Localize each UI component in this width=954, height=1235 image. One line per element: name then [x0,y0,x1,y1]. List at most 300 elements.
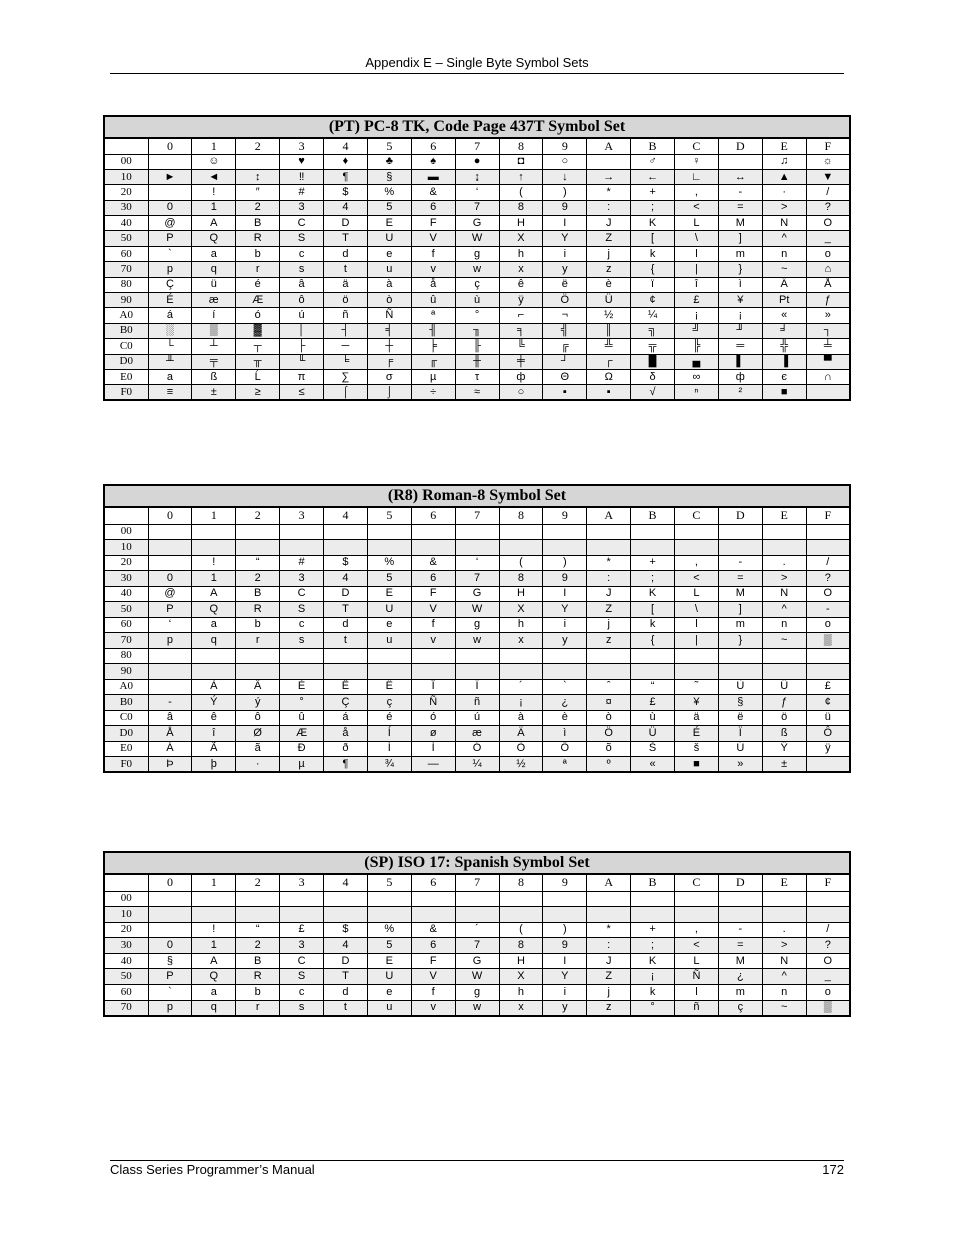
table-row [104,369,850,384]
symbol-cell: [ [631,602,675,618]
symbol-set-table-pc8tk [103,115,851,401]
column-header: 4 [324,138,368,154]
symbol-cell [631,907,675,923]
symbol-cell: @ [148,216,192,231]
symbol-cell: § [148,953,192,969]
symbol-cell: µ [411,369,455,384]
symbol-cell: Y [543,231,587,246]
symbol-cell: å [324,726,368,742]
symbol-cell: 2 [236,200,280,215]
symbol-cell: ♂ [631,154,675,169]
symbol-cell: ♥ [280,154,324,169]
symbol-cell: D [324,953,368,969]
symbol-cell: ╧ [806,339,850,354]
symbol-cell: , [675,185,719,200]
symbol-cell [675,524,719,540]
symbol-cell: Y [543,969,587,985]
symbol-cell: Î [411,679,455,695]
symbol-cell: ÿ [499,293,543,308]
symbol-cell: Æ [280,726,324,742]
symbol-cell: Ø [236,726,280,742]
symbol-cell: 9 [543,938,587,954]
symbol-cell: ╫ [455,354,499,369]
symbol-cell [806,648,850,664]
symbol-cell [280,907,324,923]
symbol-cell: E [367,586,411,602]
symbol-cell: ` [148,246,192,261]
symbol-cell: a [192,246,236,261]
table-row [104,710,850,726]
symbol-cell: q [192,262,236,277]
symbol-cell: Ý [192,695,236,711]
symbol-cell: ÿ [806,741,850,757]
symbol-cell: є [762,369,806,384]
symbol-cell: ≈ [455,385,499,400]
row-header: B0 [104,323,148,338]
symbol-cell: á [148,308,192,323]
symbol-cell: ß [192,369,236,384]
symbol-cell: g [455,617,499,633]
symbol-cell [675,648,719,664]
symbol-cell [236,540,280,556]
symbol-cell: E [367,216,411,231]
row-header: 20 [104,922,148,938]
symbol-cell: : [587,938,631,954]
symbol-cell: £ [675,293,719,308]
symbol-cell [455,524,499,540]
symbol-cell: X [499,969,543,985]
symbol-cell: ‘ [455,555,499,571]
symbol-cell [806,524,850,540]
table-row [104,726,850,742]
row-header: 60 [104,985,148,1001]
symbol-cell: É [148,293,192,308]
symbol-cell [148,891,192,907]
table-row [104,633,850,649]
symbol-cell: 8 [499,200,543,215]
symbol-cell: ∞ [675,369,719,384]
symbol-cell: $ [324,185,368,200]
symbol-cell [806,385,850,400]
table-row [104,617,850,633]
symbol-cell: j [587,617,631,633]
column-header: 9 [543,138,587,154]
symbol-cell: ƒ [762,695,806,711]
symbol-cell: H [499,216,543,231]
symbol-cell: ╩ [587,339,631,354]
symbol-cell: £ [631,695,675,711]
table-title: (PT) PC-8 TK, Code Page 437T Symbol Set [104,116,850,138]
symbol-cell: ≤ [280,385,324,400]
symbol-cell: > [762,938,806,954]
symbol-cell: Y [543,602,587,618]
symbol-cell: ♫ [762,154,806,169]
symbol-cell: _ [806,969,850,985]
symbol-cell: ╬ [762,339,806,354]
symbol-cell [762,664,806,680]
symbol-cell: Ï [455,679,499,695]
symbol-cell [718,648,762,664]
row-header: 00 [104,154,148,169]
symbol-cell: o [806,985,850,1001]
symbol-cell: i [543,985,587,1001]
symbol-cell: : [587,571,631,587]
row-header: 40 [104,216,148,231]
table-row [104,741,850,757]
symbol-cell: ● [455,154,499,169]
symbol-cell: ¶ [324,757,368,773]
row-header: 80 [104,277,148,292]
column-header: 2 [236,507,280,524]
symbol-cell: ▪ [543,385,587,400]
symbol-cell: ┐ [806,323,850,338]
manual-title: Class Series Programmer’s Manual [110,1162,315,1177]
symbol-cell: ´ [455,922,499,938]
table-row [104,185,850,200]
symbol-cell: W [455,969,499,985]
column-header: 7 [455,507,499,524]
symbol-cell: C [280,953,324,969]
column-header: 1 [192,507,236,524]
symbol-cell: ├ [280,339,324,354]
symbol-cell: ˜ [675,679,719,695]
symbol-cell: q [192,1000,236,1016]
symbol-cell: š [675,741,719,757]
symbol-cell: a [192,985,236,1001]
symbol-cell: n [762,617,806,633]
symbol-cell: σ [367,369,411,384]
symbol-cell: ″ [236,185,280,200]
symbol-cell: ⁿ [675,385,719,400]
table-row [104,757,850,773]
symbol-cell: τ [455,369,499,384]
symbol-cell: Ê [324,679,368,695]
column-header: 8 [499,507,543,524]
symbol-cell: f [411,617,455,633]
column-header: 0 [148,138,192,154]
symbol-cell: ┬ [236,339,280,354]
symbol-cell: y [543,1000,587,1016]
symbol-cell: R [236,969,280,985]
symbol-cell: ` [148,985,192,1001]
symbol-cell: ∑ [324,369,368,384]
symbol-cell: B [236,216,280,231]
symbol-cell: Ω [587,369,631,384]
symbol-cell: C [280,216,324,231]
column-header: 9 [543,507,587,524]
column-header: C [675,874,719,891]
column-header: B [631,507,675,524]
column-header: 8 [499,138,543,154]
symbol-cell: c [280,985,324,1001]
symbol-cell: Ĺ [236,369,280,384]
symbol-cell: f [411,985,455,1001]
symbol-cell: - [718,922,762,938]
symbol-cell: ~ [762,633,806,649]
symbol-cell: # [280,185,324,200]
row-header: 50 [104,969,148,985]
symbol-cell [367,524,411,540]
symbol-cell: v [411,1000,455,1016]
symbol-cell: 2 [236,571,280,587]
symbol-cell: Z [587,969,631,985]
symbol-cell: ½ [499,757,543,773]
symbol-cell: o [806,617,850,633]
symbol-cell: ‘ [148,617,192,633]
symbol-cell: ▄ [675,354,719,369]
symbol-cell: ; [631,571,675,587]
symbol-cell: 6 [411,200,455,215]
table-row [104,555,850,571]
symbol-cell: Q [192,602,236,618]
symbol-cell: t [324,633,368,649]
symbol-cell: ░ [148,323,192,338]
symbol-cell [324,540,368,556]
symbol-cell: V [411,602,455,618]
column-header: 3 [280,874,324,891]
row-header: 40 [104,586,148,602]
symbol-cell: D [324,586,368,602]
symbol-cell: ▌ [718,354,762,369]
symbol-cell: O [806,586,850,602]
symbol-cell: ñ [324,308,368,323]
symbol-cell: Æ [236,293,280,308]
symbol-cell: + [631,185,675,200]
table-row [104,985,850,1001]
row-header: B0 [104,695,148,711]
column-header: 5 [367,874,411,891]
symbol-cell: _ [806,231,850,246]
row-header: 90 [104,664,148,680]
symbol-cell: └ [148,339,192,354]
symbol-cell: ♀ [675,154,719,169]
symbol-cell: ± [762,757,806,773]
symbol-cell: O [806,953,850,969]
symbol-cell: ► [148,169,192,184]
symbol-cell: ² [718,385,762,400]
symbol-cell: # [280,555,324,571]
symbol-cell: Ç [324,695,368,711]
symbol-cell: Ó [455,741,499,757]
symbol-cell [280,891,324,907]
symbol-cell: Ñ [411,695,455,711]
symbol-cell: ^ [762,231,806,246]
symbol-cell: P [148,969,192,985]
symbol-cell: r [236,262,280,277]
symbol-cell [587,648,631,664]
column-header: D [718,138,762,154]
table-row [104,571,850,587]
symbol-cell [455,891,499,907]
symbol-cell: 3 [280,938,324,954]
symbol-cell [192,664,236,680]
row-header: 30 [104,571,148,587]
symbol-cell: ║ [587,323,631,338]
symbol-cell: ô [236,710,280,726]
symbol-cell: j [587,246,631,261]
symbol-cell [411,891,455,907]
symbol-cell: Å [806,277,850,292]
symbol-cell: 0 [148,200,192,215]
symbol-cell [367,907,411,923]
symbol-cell: ≡ [148,385,192,400]
symbol-cell: ¡ [631,969,675,985]
symbol-cell: x [499,633,543,649]
symbol-cell: █ [631,354,675,369]
symbol-cell: x [499,262,543,277]
symbol-cell: ╗ [631,323,675,338]
header-divider [110,73,844,74]
symbol-cell [718,524,762,540]
symbol-cell: ) [543,555,587,571]
symbol-cell: ↔ [718,169,762,184]
symbol-cell: Ò [499,741,543,757]
table-row [104,938,850,954]
symbol-cell [236,154,280,169]
symbol-cell: ¿ [718,969,762,985]
symbol-cell: ë [718,710,762,726]
symbol-cell: · [762,185,806,200]
header-corner [104,138,148,154]
symbol-cell: ↨ [455,169,499,184]
symbol-cell: ⌠ [324,385,368,400]
table-row [104,540,850,556]
symbol-cell: æ [455,726,499,742]
symbol-cell [587,907,631,923]
symbol-cell: 4 [324,200,368,215]
column-header: 7 [455,874,499,891]
table-row [104,246,850,261]
symbol-cell: ▒ [806,633,850,649]
symbol-cell: ¾ [367,757,411,773]
symbol-cell: “ [236,922,280,938]
symbol-cell: b [236,246,280,261]
symbol-cell: à [367,277,411,292]
table-row [104,922,850,938]
column-header: 2 [236,138,280,154]
symbol-cell [499,648,543,664]
symbol-cell: < [675,571,719,587]
symbol-cell: ▒ [192,323,236,338]
symbol-cell: Ñ [367,308,411,323]
symbol-cell: E [367,953,411,969]
row-header: 30 [104,200,148,215]
symbol-cell [675,907,719,923]
symbol-cell: » [718,757,762,773]
symbol-cell: ♣ [367,154,411,169]
footer-divider [110,1160,844,1161]
symbol-cell: ~ [762,1000,806,1016]
table-row [104,679,850,695]
symbol-cell: h [499,617,543,633]
symbol-cell: ─ [324,339,368,354]
symbol-cell: t [324,262,368,277]
symbol-cell: \ [675,602,719,618]
symbol-cell: X [499,231,543,246]
row-header: 70 [104,1000,148,1016]
symbol-cell: s [280,1000,324,1016]
column-header: F [806,138,850,154]
symbol-set-table-iso17-spanish [103,851,851,1017]
symbol-cell: Ö [543,293,587,308]
symbol-cell: ╟ [455,339,499,354]
row-header: D0 [104,726,148,742]
symbol-cell [675,540,719,556]
symbol-cell: g [455,985,499,1001]
symbol-cell: ◄ [192,169,236,184]
symbol-cell: » [806,308,850,323]
symbol-cell: ¿ [543,695,587,711]
symbol-cell: B [236,953,280,969]
symbol-cell: │ [280,323,324,338]
symbol-cell: F [411,953,455,969]
symbol-cell: H [499,586,543,602]
row-header: F0 [104,385,148,400]
symbol-cell: û [280,710,324,726]
symbol-cell: û [411,293,455,308]
symbol-cell: ≥ [236,385,280,400]
symbol-cell: F [411,586,455,602]
symbol-cell: Â [236,679,280,695]
column-header: 6 [411,874,455,891]
symbol-cell: à [499,710,543,726]
symbol-cell [806,891,850,907]
symbol-cell: h [499,246,543,261]
symbol-cell: d [324,246,368,261]
symbol-cell: X [499,602,543,618]
symbol-cell: â [148,710,192,726]
symbol-cell: W [455,602,499,618]
symbol-cell: ■ [675,757,719,773]
table-row [104,262,850,277]
symbol-cell [675,664,719,680]
symbol-cell: ╣ [543,323,587,338]
symbol-cell: 8 [499,938,543,954]
symbol-cell: w [455,633,499,649]
symbol-cell: t [324,1000,368,1016]
column-header: 5 [367,507,411,524]
symbol-cell: h [499,985,543,1001]
symbol-cell: ú [280,308,324,323]
symbol-cell [148,524,192,540]
symbol-cell [367,891,411,907]
symbol-cell: → [587,169,631,184]
symbol-cell: ¼ [631,308,675,323]
symbol-cell: T [324,231,368,246]
column-header: 1 [192,874,236,891]
symbol-cell: ° [280,695,324,711]
symbol-cell: % [367,185,411,200]
column-header: E [762,138,806,154]
column-header: 4 [324,507,368,524]
symbol-cell: m [718,985,762,1001]
symbol-cell: H [499,953,543,969]
symbol-cell [367,540,411,556]
symbol-cell: ÷ [411,385,455,400]
symbol-cell: ä [675,710,719,726]
symbol-cell: e [367,617,411,633]
symbol-cell: ╚ [499,339,543,354]
symbol-cell: V [411,969,455,985]
symbol-cell: C [280,586,324,602]
symbol-cell: ▪ [587,385,631,400]
symbol-cell [411,664,455,680]
symbol-cell: â [280,277,324,292]
symbol-cell: ( [499,922,543,938]
symbol-cell: % [367,555,411,571]
symbol-cell: : [587,200,631,215]
symbol-cell: ◘ [499,154,543,169]
